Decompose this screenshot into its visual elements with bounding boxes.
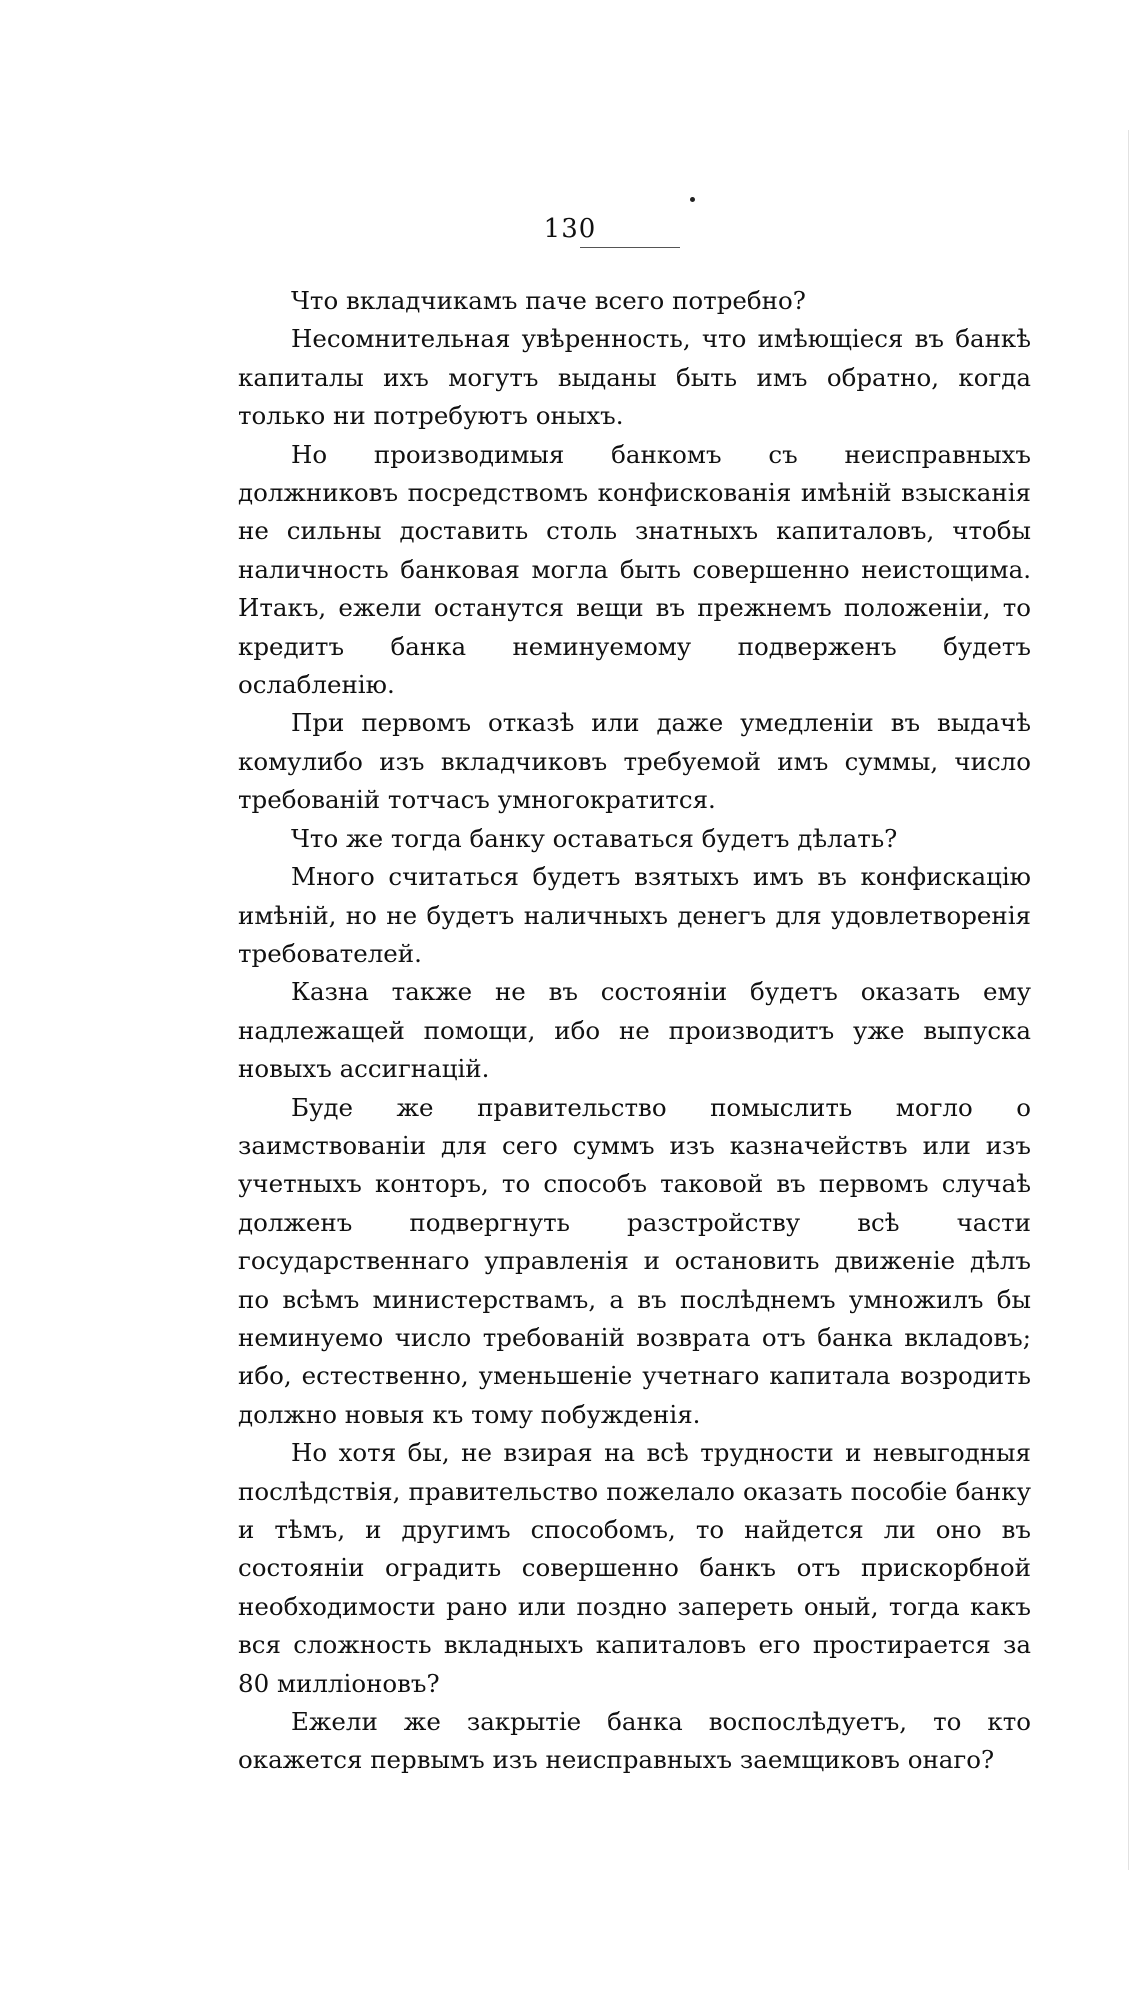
page-edge-line <box>1128 130 1129 1870</box>
paragraph-8: Буде же правительство помыслить могло о заимствованіи для сего суммъ изъ казначействъ или изъ учетныхъ конторъ, то способъ таковой въ первомъ случаѣ долженъ подвергнуть разстройству всѣ части государственнаго управленія и остановить движеніе дѣлъ по всѣмъ министерствамъ, а въ послѣднемъ умножилъ бы неминуемо число требованій возврата отъ банка вкладовъ; ибо, естественно, уменьшеніе учетнаго капитала возродить должно новыя къ тому побужденія. <box>238 1092 1031 1429</box>
ink-speck <box>690 197 695 202</box>
paragraph-7: Казна также не въ состояніи будетъ оказать ему надлежащей помощи, ибо не производитъ уже выпуска новыхъ ассигнацій. <box>238 977 1031 1084</box>
page-number: 130 <box>543 214 597 244</box>
page-number-underline <box>580 247 680 248</box>
body-text <box>238 282 1031 1780</box>
paragraph-9: Но хотя бы, не взирая на всѣ трудности и невыгодныя послѣдствія, правительство пожелало оказать пособіе банку и тѣмъ, и другимъ способомъ, то найдется ли оно въ состояніи оградить совершенно банкъ отъ прискорбной необходимости рано или поздно запереть оный, тогда какъ вся сложность вкладныхъ капиталовъ его простирается за 80 милліоновъ? <box>238 1438 1031 1698</box>
paragraph-5: Что же тогда банку оставаться будетъ дѣлать? <box>291 823 898 853</box>
paragraph-3: Но производимыя банкомъ съ неисправныхъ должниковъ посредствомъ конфискованія имѣній взысканія не сильны доставить столь знатныхъ капиталовъ, чтобы наличность банковая могла быть совершенно неистощима. Итакъ, ежели останутся вещи въ прежнемъ положеніи, то кредитъ банка неминуемому подверженъ будетъ ослабленію. <box>238 439 1031 700</box>
paragraph-1: Что вкладчикамъ паче всего потребно? <box>291 286 806 315</box>
paragraph-2: Несомнительная увѣренность, что имѣющіеся въ банкѣ капиталы ихъ могутъ выданы быть имъ обратно, когда только ни потребуютъ оныхъ. <box>238 324 1031 431</box>
paragraph-6: Много считаться будетъ взятыхъ имъ въ конфискацію имѣній, но не будетъ наличныхъ денегъ для удовлетворенія требователей. <box>238 862 1031 968</box>
paragraph-10: Ежели же закрытіе банка воспослѣдуетъ, то кто окажется первымъ изъ неисправныхъ заемщиковъ онаго? <box>238 1707 1031 1775</box>
paragraph-4: При первомъ отказѣ или даже умедленіи въ выдачѣ комулибо изъ вкладчиковъ требуемой имъ суммы, число требованій тотчасъ умногократится. <box>238 708 1031 815</box>
